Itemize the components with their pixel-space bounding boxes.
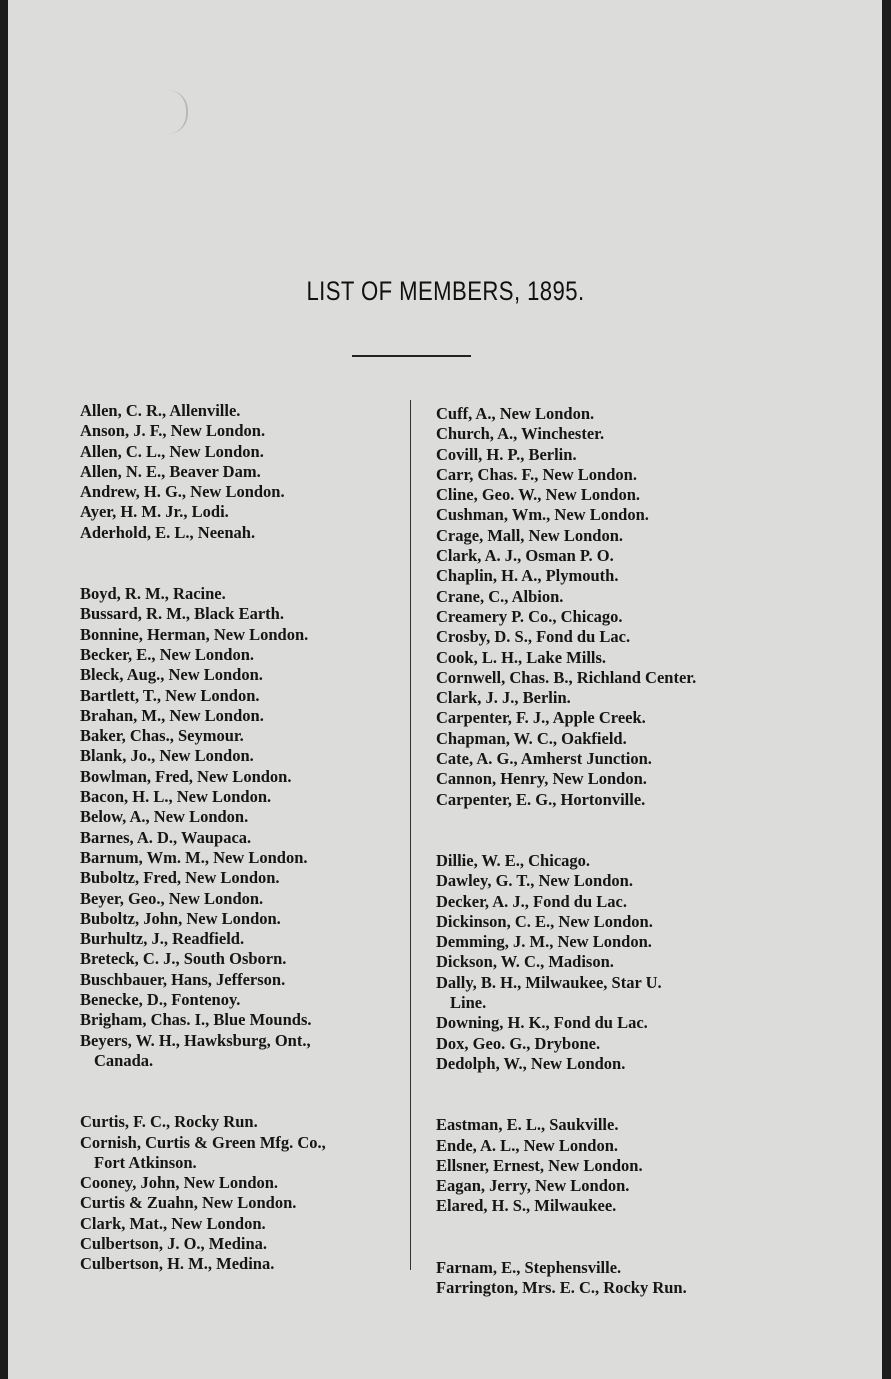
- member-entry: Curtis & Zuahn, New London.: [80, 1193, 297, 1213]
- member-entry: Covill, H. P., Berlin.: [436, 444, 577, 464]
- member-group: [80, 584, 408, 1071]
- member-group: [436, 1115, 766, 1216]
- member-entry-line: Cornish, Curtis & Green Mfg. Co.,: [80, 1132, 326, 1152]
- member-entry: Anson, J. F., New London.: [80, 421, 266, 441]
- member-entry: Brigham, Chas. I., Blue Mounds.: [80, 1010, 312, 1030]
- member-entry: Decker, A. J., Fond du Lac.: [436, 891, 627, 911]
- member-entry: Chapman, W. C., Oakfield.: [436, 728, 627, 748]
- member-entry: Allen, C. L., New London.: [80, 441, 264, 461]
- member-entry: Ayer, H. M. Jr., Lodi.: [80, 502, 229, 522]
- member-entry: Ende, A. L., New London.: [436, 1135, 619, 1155]
- member-entry: Cooney, John, New London.: [80, 1173, 279, 1193]
- page-title: LIST OF MEMBERS, 1895.: [306, 276, 585, 306]
- member-entry: Crosby, D. S., Fond du Lac.: [436, 627, 631, 647]
- member-entry: Cook, L. H., Lake Mills.: [436, 647, 607, 667]
- left-column: [80, 401, 408, 1275]
- member-entry: Allen, C. R., Allenville.: [80, 401, 241, 420]
- member-entry: Cline, Geo. W., New London.: [436, 485, 640, 505]
- member-entry: Benecke, D., Fontenoy.: [80, 990, 241, 1010]
- member-entry: Aderhold, E. L., Neenah.: [80, 522, 256, 542]
- member-entry: Culbertson, H. M., Medina.: [80, 1254, 275, 1274]
- member-entry: Brahan, M., New London.: [80, 705, 264, 725]
- member-entry: Bowlman, Fred, New London.: [80, 766, 292, 786]
- member-entry: Carpenter, F. J., Apple Creek.: [436, 708, 646, 728]
- member-entry: Carr, Chas. F., New London.: [436, 464, 637, 484]
- member-entry: Dedolph, W., New London.: [436, 1053, 626, 1073]
- member-group: [436, 851, 766, 1074]
- member-entry: Bussard, R. M., Black Earth.: [80, 604, 284, 624]
- member-entry: Buboltz, Fred, New London.: [80, 868, 280, 888]
- member-entry: Becker, E., New London.: [80, 644, 255, 664]
- member-entry: Bacon, H. L., New London.: [80, 787, 272, 807]
- member-entry: Ellsner, Ernest, New London.: [436, 1155, 643, 1175]
- member-entry: Crane, C., Albion.: [436, 586, 564, 606]
- member-entry: Clark, Mat., New London.: [80, 1213, 266, 1233]
- member-entry: Clark, A. J., Osman P. O.: [436, 546, 614, 566]
- member-entry: [436, 973, 766, 1014]
- member-entry: Dillie, W. E., Chicago.: [436, 850, 591, 870]
- member-group: [436, 404, 766, 810]
- member-entry: Buboltz, John, New London.: [80, 908, 281, 928]
- member-entry: Eastman, E. L., Saukville.: [436, 1115, 619, 1135]
- member-entry: Farnam, E., Stephensville.: [436, 1257, 622, 1277]
- member-entry: Elared, H. S., Milwaukee.: [436, 1196, 617, 1216]
- member-group: [80, 401, 408, 543]
- member-entry-continuation: Fort Atkinson.: [94, 1152, 197, 1172]
- title-rule: [352, 355, 471, 357]
- member-entry: Curtis, F. C., Rocky Run.: [80, 1112, 258, 1132]
- member-entry-continuation: Line.: [450, 993, 487, 1013]
- member-entry: Barnes, A. D., Waupaca.: [80, 827, 252, 847]
- member-entry: Buschbauer, Hans, Jefferson.: [80, 969, 286, 989]
- member-entry: Farrington, Mrs. E. C., Rocky Run.: [436, 1277, 687, 1297]
- member-entry: [80, 1031, 408, 1072]
- member-entry: Cate, A. G., Amherst Junction.: [436, 749, 652, 769]
- member-entry: Beyer, Geo., New London.: [80, 888, 264, 908]
- member-entry: Baker, Chas., Seymour.: [80, 726, 244, 746]
- member-entry-line: Dally, B. H., Milwaukee, Star U.: [436, 972, 662, 992]
- column-divider: [410, 400, 411, 1270]
- member-entry: Dickson, W. C., Madison.: [436, 952, 614, 972]
- member-entry: Culbertson, J. O., Medina.: [80, 1233, 268, 1253]
- member-entry: Demming, J. M., New London.: [436, 932, 652, 952]
- member-entry: Creamery P. Co., Chicago.: [436, 606, 623, 626]
- member-entry: Below, A., New London.: [80, 807, 249, 827]
- member-group: [80, 1112, 408, 1274]
- member-entry: Breteck, C. J., South Osborn.: [80, 949, 287, 969]
- member-group: [436, 1258, 766, 1299]
- member-entry: Cushman, Wm., New London.: [436, 505, 649, 525]
- member-entry: Clark, J. J., Berlin.: [436, 688, 571, 708]
- member-entry: Downing, H. K., Fond du Lac.: [436, 1013, 648, 1033]
- member-entry: Dox, Geo. G., Drybone.: [436, 1033, 601, 1053]
- member-entry: Eagan, Jerry, New London.: [436, 1176, 630, 1196]
- member-entry-continuation: Canada.: [94, 1050, 154, 1070]
- member-entry: Bleck, Aug., New London.: [80, 665, 263, 685]
- member-entry: Bartlett, T., New London.: [80, 685, 260, 705]
- member-entry: Andrew, H. G., New London.: [80, 482, 285, 502]
- member-entry: Allen, N. E., Beaver Dam.: [80, 461, 261, 481]
- member-entry: [80, 1133, 408, 1174]
- member-entry: Crage, Mall, New London.: [436, 525, 623, 545]
- member-entry: Dawley, G. T., New London.: [436, 871, 633, 891]
- member-entry: Dickinson, C. E., New London.: [436, 911, 653, 931]
- member-entry-line: Beyers, W. H., Hawksburg, Ont.,: [80, 1030, 311, 1050]
- member-entry: Church, A., Winchester.: [436, 424, 605, 444]
- member-entry: Cornwell, Chas. B., Richland Center.: [436, 667, 697, 687]
- member-entry: Carpenter, E. G., Hortonville.: [436, 789, 646, 809]
- member-entry: Cannon, Henry, New London.: [436, 769, 647, 789]
- member-entry: Barnum, Wm. M., New London.: [80, 847, 308, 867]
- member-entry: Blank, Jo., New London.: [80, 746, 254, 766]
- member-entry: Burhultz, J., Readfield.: [80, 929, 245, 949]
- member-entry: Bonnine, Herman, New London.: [80, 624, 309, 644]
- right-column: [436, 404, 766, 1298]
- member-entry: Boyd, R. M., Racine.: [80, 584, 226, 604]
- member-entry: Chaplin, H. A., Plymouth.: [436, 566, 619, 586]
- member-entry: Cuff, A., New London.: [436, 404, 595, 423]
